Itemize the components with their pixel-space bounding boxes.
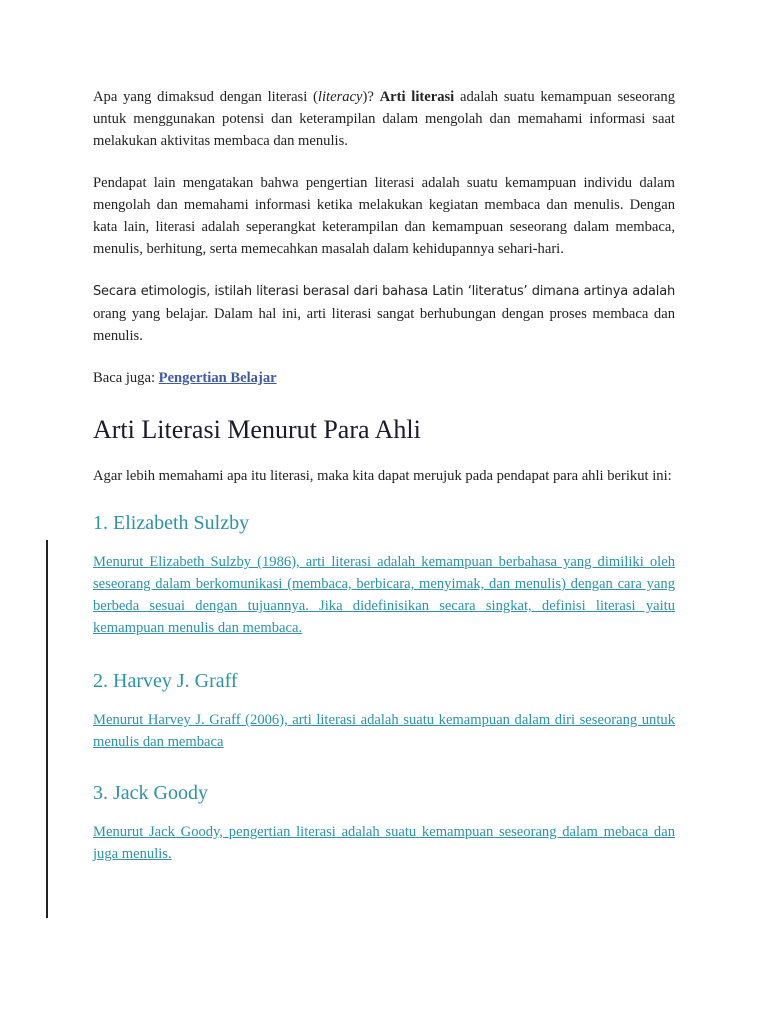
document-page [93,86,675,865]
intro-paragraph-2: Pendapat lain mengatakan bahwa pengertian literasi adalah suatu kemampuan individu dalam mengolah dan memahami informasi ketika melakukan kegiatan membaca dan menulis. Dengan kata lain, literasi adalah seperangkat keterampilan dan kemampuan seseorang dalam membaca, menulis, berhitung, serta memecahkan masalah dalam kehidupannya sehari-hari. [93,175,675,257]
margin-marker-line [46,540,48,918]
expert-heading-sulzby: 1. Elizabeth Sulzby [93,512,250,534]
p1-text-b: )? [362,89,380,105]
baca-juga-line [93,367,675,389]
p3-text-b: orang yang belajar. Dalam hal ini, arti literasi sangat berhubungan dengan proses membaca dan menulis. [93,306,675,344]
p1-italic-term: literacy [317,89,363,105]
expert-text-sulzby[interactable]: Menurut Elizabeth Sulzby (1986), arti literasi adalah kemampuan berbahasa yang dimiliki oleh seseorang dalam berkomunikasi (membaca, berbicara, menyimak, dan menulis) dengan cara yang berbeda sesuai dengan tujuannya. Jika didefinisikan secara singkat, definisi literasi yaitu kemampuan menulis dan membaca. [93,554,675,636]
section-lead-paragraph: Agar lebih memahami apa itu literasi, maka kita dapat merujuk pada pendapat para ahli berikut ini: [93,468,672,484]
p3-text-a: Secara etimologis, istilah literasi berasal dari bahasa Latin ‘literatus’ dimana artinya adalah [93,284,675,299]
p1-bold-term: Arti literasi [379,89,455,105]
baca-juga-label: Baca juga: [93,370,159,386]
expert-heading-graff: 2. Harvey J. Graff [93,670,238,692]
pengertian-belajar-link[interactable]: Pengertian Belajar [158,370,277,386]
expert-text-graff[interactable]: Menurut Harvey J. Graff (2006), arti literasi adalah suatu kemampuan dalam diri seseorang untuk menulis dan membaca [93,712,675,750]
section-heading: Arti Literasi Menurut Para Ahli [93,415,421,444]
intro-paragraph-1 [93,86,675,152]
expert-heading-goody: 3. Jack Goody [93,782,208,804]
p1-text-c: adalah suatu kemampuan seseorang untuk menggunakan potensi dan keterampilan dalam mengolah dan memahami informasi saat melakukan aktivitas membaca dan menulis. [93,89,675,149]
p1-text-a: Apa yang dimaksud dengan literasi ( [93,89,318,105]
expert-text-goody[interactable]: Menurut Jack Goody, pengertian literasi adalah suatu kemampuan seseorang dalam mebaca dan juga menulis. [93,824,675,862]
intro-paragraph-3 [93,280,675,347]
